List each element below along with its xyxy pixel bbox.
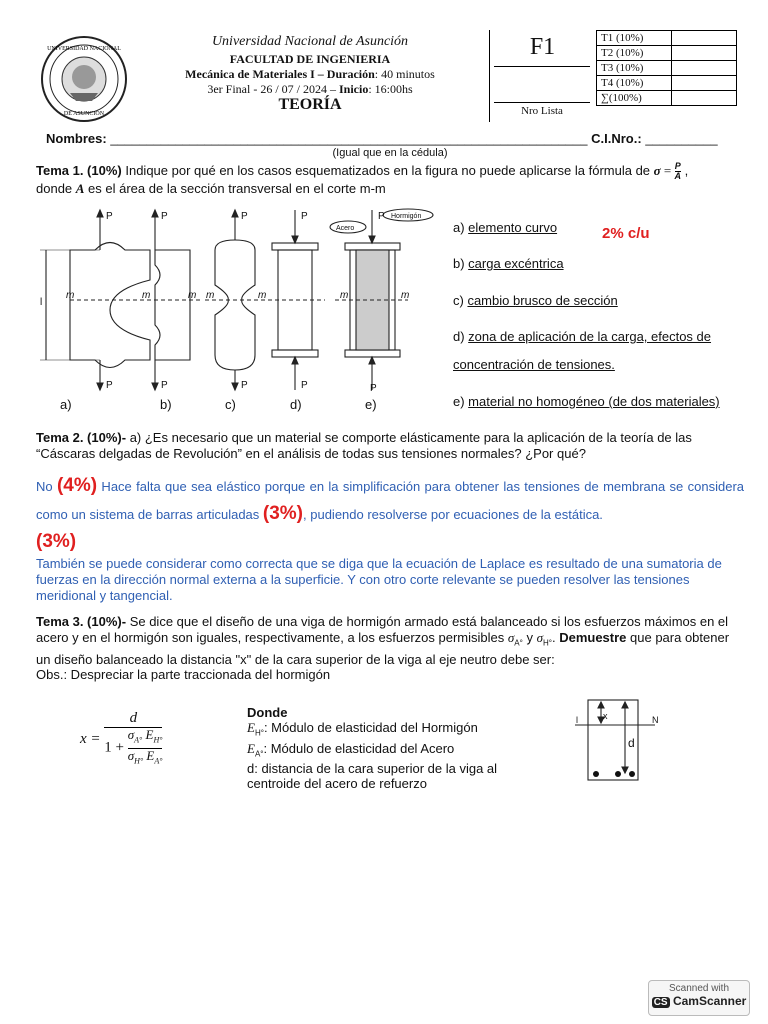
- grade-row: [597, 61, 737, 76]
- grades-table: [596, 30, 737, 106]
- start-value: : 16:00hs: [368, 82, 413, 96]
- inner-e-a: E: [146, 747, 155, 763]
- formula-one-plus: 1 +: [104, 739, 124, 756]
- fig-label-a: a): [60, 397, 72, 412]
- tema3-title: Tema 3. (10%)-: [36, 614, 127, 629]
- option-b: [453, 256, 564, 271]
- load-label-e: P: [378, 211, 385, 222]
- cut-label-b2: m: [188, 290, 197, 301]
- student-line: [46, 131, 718, 146]
- sigma-a: σ: [507, 630, 515, 645]
- load-label-d2: P: [301, 380, 308, 391]
- fig-label-c: c): [225, 397, 236, 412]
- dim-l-label: l: [40, 297, 43, 308]
- inner-num: [128, 728, 163, 749]
- load-label-e2: P: [370, 383, 377, 394]
- formula-eq: =: [660, 162, 675, 178]
- option-text: material no homogéneo (de dos materiales): [468, 394, 720, 409]
- camscanner-badge: [648, 980, 750, 1016]
- grade-label: T2 (10%): [597, 46, 672, 61]
- load-label-c: P: [241, 211, 248, 222]
- formula-denominator: [104, 728, 162, 768]
- def-sub: H°: [254, 728, 264, 738]
- tema2-extra: También se puede considerar como correcta que se diga que la ecuación de Laplace es resultado de una sumatoria de fuerzas en la dirección normal externa a la superficie. Y con otro corte relevante se pueden resolver las tensiones meridional y tangencial.: [36, 556, 722, 603]
- tag-concrete: Hormigón: [391, 213, 422, 220]
- option-prefix: b): [453, 256, 469, 271]
- exam-date: 3er Final - 26 / 07 / 2024 –: [207, 82, 336, 96]
- inner-e-h: E: [145, 727, 154, 742]
- tema3-text: Se dice que el diseño de una viga de hormigón armado está balanceado si los esfuerzos máximos en el acero y en el hormigón son iguales, respectivamente, a los esfuerzos permisibles: [36, 614, 729, 645]
- grade-cell[interactable]: [672, 76, 737, 91]
- where-title: Donde: [247, 705, 288, 720]
- var-a: A: [75, 181, 85, 196]
- def-sym: E: [247, 740, 255, 756]
- inner-sigma-a: σ: [127, 727, 135, 742]
- duration-label: Duración: [326, 67, 375, 81]
- inner-e-a-sub: A°: [154, 756, 163, 766]
- tema2-title: Tema 2. (10%)-: [36, 430, 127, 445]
- formula-lhs: x =: [80, 730, 101, 747]
- option-c: [453, 293, 618, 308]
- sigma-h: σ: [536, 630, 543, 645]
- inner-den: [128, 749, 163, 769]
- cut-label-c: m: [206, 290, 215, 301]
- name-field[interactable]: __________________________________________________________________: [110, 131, 588, 146]
- option-text: cambio brusco de sección: [467, 293, 618, 308]
- name-label: Nombres:: [46, 131, 107, 146]
- grade-cell[interactable]: [672, 46, 737, 61]
- tema3-statement: [36, 614, 746, 668]
- option-prefix: d): [453, 329, 469, 344]
- option-text: concentración de tensiones.: [453, 357, 615, 372]
- scan-text: Scanned with: [668, 983, 730, 994]
- tema2-statement: [36, 430, 744, 462]
- grade-cell[interactable]: [672, 91, 737, 106]
- university-seal: [40, 35, 128, 123]
- option-text: zona de aplicación de la carga, efectos de: [468, 329, 712, 344]
- def-sub: A°: [254, 749, 264, 759]
- tema1-statement: [36, 162, 751, 197]
- beam-l-label: l: [576, 715, 578, 725]
- inner-sigma-h: σ: [127, 747, 135, 763]
- start-label: Inicio: [338, 82, 369, 96]
- tema3-obs: Obs.: Despreciar la parte traccionada del hormigón: [36, 667, 331, 682]
- load-label-c2: P: [241, 380, 248, 391]
- option-prefix: a): [453, 220, 469, 235]
- cut-label-a: m: [66, 290, 75, 301]
- svg-text:DE ASUNCIÓN: DE ASUNCIÓN: [63, 111, 105, 117]
- sigma-a-sub: A°: [514, 638, 523, 648]
- tema1-text-c: donde: [36, 181, 76, 196]
- id-note: (Igual que en la cédula): [332, 147, 448, 159]
- fig-label-b: b): [160, 397, 172, 412]
- fig-label-d: d): [290, 397, 302, 412]
- tema1-figure: [30, 205, 450, 415]
- form-code-line: [494, 66, 590, 67]
- score-3b: (3%): [36, 531, 77, 552]
- ci-field[interactable]: __________: [645, 131, 718, 146]
- option-prefix: c): [453, 293, 468, 308]
- answer-part-b: , pudiendo resolverse por ecuaciones de la estática.: [303, 507, 603, 522]
- option-d: [453, 329, 711, 344]
- grade-label: T1 (10%): [597, 31, 672, 46]
- and-text: y: [522, 630, 537, 645]
- exam-line: [130, 82, 490, 97]
- scan-brand-text: CamScanner: [672, 994, 747, 1008]
- fig-label-e: e): [365, 397, 377, 412]
- beam-n-label: N: [652, 715, 659, 725]
- option-e: [453, 394, 720, 409]
- def-text: d: distancia de la cara superior de la viga al: [247, 761, 498, 777]
- cut-label-b: m: [142, 290, 151, 301]
- grade-cell[interactable]: [672, 31, 737, 46]
- inner-sigma-a-sub: A°: [134, 735, 143, 745]
- tema1-text-d: es el área de la sección transversal en el corte m-m: [84, 181, 386, 196]
- grade-label: T4 (10%): [597, 76, 672, 91]
- course-label: Mecánica de Materiales I –: [185, 67, 324, 81]
- answer-part-a: Hace falta que sea elástico porque en la simplificación para obtener las tensiones de membrana se considera como un sistema de barras articuladas: [36, 479, 744, 522]
- option-prefix: e): [453, 394, 469, 409]
- section-title: TEORÍA: [278, 96, 342, 113]
- duration-value: : 40 minutos: [374, 67, 435, 81]
- load-label-a2: P: [106, 380, 113, 391]
- cut-label-c2: m: [258, 290, 267, 301]
- formula-den: A: [674, 171, 682, 181]
- score-3a: (3%): [262, 503, 304, 524]
- grade-row: [597, 46, 737, 61]
- option-text: elemento curvo: [468, 220, 558, 235]
- dot-text: .: [551, 630, 560, 645]
- def-text: : Módulo de elasticidad del Hormigón: [263, 720, 478, 735]
- grade-row: [597, 76, 737, 91]
- answer-no: No: [36, 479, 57, 494]
- option-text: carga excéntrica: [468, 256, 564, 271]
- ci-label: C.I.Nro.:: [591, 131, 642, 146]
- def-text: centroide del acero de refuerzo: [247, 776, 427, 792]
- tema2-question: a) ¿Es necesario que un material se comporte elásticamente para la aplicación de la teoría de las “Cáscaras delgadas de Revolución” en el análisis de todas sus tensiones normales? ¿Por qué?: [36, 430, 692, 461]
- demuestre: Demuestre: [559, 630, 627, 645]
- load-label-d: P: [301, 211, 308, 222]
- beam-x-label: x: [603, 711, 608, 721]
- cut-label-e: m: [340, 290, 349, 301]
- tema2-answer: [36, 472, 744, 556]
- load-label-b: P: [161, 211, 168, 222]
- list-number-line: [494, 102, 590, 103]
- tema1-text-a: Indique por qué en los casos esquematizados en la figura no puede aplicarse la fórmula de: [121, 162, 654, 178]
- definitions: [247, 705, 497, 791]
- scan-brand: [649, 994, 749, 1008]
- tema1-text-b: ,: [681, 162, 689, 178]
- tag-steel: Acero: [336, 225, 355, 232]
- beam-d-label: d: [628, 736, 635, 750]
- university-name: Universidad Nacional de Asunción: [211, 34, 409, 49]
- def-text: : Módulo de elasticidad del Acero: [263, 740, 455, 756]
- list-number-label: Nro Lista: [521, 105, 563, 117]
- grade-row: [597, 91, 737, 106]
- grade-label: T3 (10%): [597, 61, 672, 76]
- option-a: [453, 220, 557, 235]
- header-divider: [489, 30, 490, 122]
- sigma-h-sub: H°: [542, 638, 552, 648]
- inner-sigma-h-sub: H°: [134, 756, 144, 766]
- inner-e-h-sub: H°: [153, 735, 163, 745]
- cut-label-e2: m: [401, 290, 410, 301]
- course-line: [130, 67, 490, 82]
- beam-section-figure: [570, 695, 670, 790]
- grade-label: ∑(100%): [597, 91, 672, 106]
- formula-num: P: [674, 161, 681, 171]
- form-code: F1: [529, 34, 556, 60]
- load-label-b2: P: [161, 380, 168, 391]
- svg-text:UNIVERSIDAD NACIONAL: UNIVERSIDAD NACIONAL: [47, 46, 121, 52]
- tema3-text-b: que para obtener un diseño balanceado la distancia "x" de la cara superior de la viga al eje neutro debe ser:: [36, 630, 730, 667]
- formula-num-d: d: [104, 710, 162, 728]
- score-4: (4%): [56, 475, 98, 496]
- tema1-score-note: 2% c/u: [602, 225, 650, 242]
- camscanner-logo-icon: CS: [653, 997, 668, 1008]
- formula-sigma: σ: [653, 162, 661, 178]
- load-label-a: P: [106, 211, 113, 222]
- faculty-name: FACULTAD DE INGENIERIA: [229, 52, 391, 66]
- grade-cell[interactable]: [672, 61, 737, 76]
- formula-fraction-main: [104, 710, 162, 768]
- option-d-cont: [453, 357, 615, 372]
- grade-row: [597, 31, 737, 46]
- formula-inner-fraction: [128, 728, 163, 768]
- balanced-formula: [80, 710, 162, 768]
- tema1-title: Tema 1. (10%): [36, 162, 122, 178]
- def-sym: E: [247, 720, 255, 735]
